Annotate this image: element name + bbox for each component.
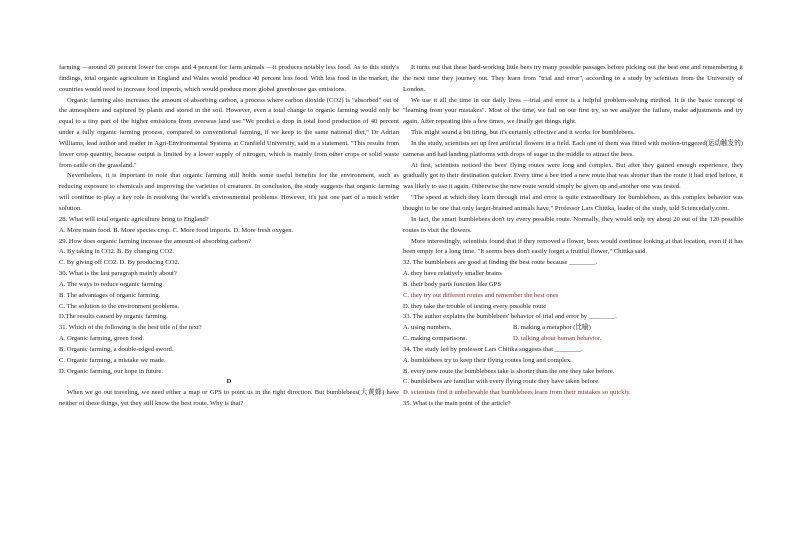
question-30-option-c: C. The solution to the environment problems. <box>59 302 180 310</box>
question-33-option-a: A. using numbers. <box>403 324 452 332</box>
question-32-option-b: B. their body parts function like GPS <box>403 280 501 288</box>
passage-d-paragraph-2: It turns out that these hard-working little bees try many possible passages before picking out the best one and remembering it the next time they journey out. They learn from "trial and error", according to a study by scientists from the University of London. <box>403 64 743 93</box>
question-34-option-a: A. bumblebees try to keep their flying routes long and complex. <box>403 356 572 364</box>
question-33-option-a-b <box>403 323 743 334</box>
question-29-option-c-d: C. By giving off CO2. D. By producing CO2. <box>59 259 180 267</box>
question-30: 30. What is the last paragraph mainly about? <box>59 270 177 278</box>
question-32-option-c: C. they try out different routes and remember the best ones <box>403 291 559 299</box>
question-28-options: A. More main food. B. More species crop. C. More food imports. D. More fresh oxygen. <box>59 226 294 234</box>
question-31-option-b: B. Organic farming, a double-edged sword. <box>59 345 174 353</box>
passage-d-paragraph-7: "The speed at which they learn through trial and error is quite extraordinary for bumblebees, as this complex behavior was thought to be one that only larger-brained animals have," Professor Lars Chittka, leader of the study, told Sciencedaily.com. <box>403 194 743 212</box>
passage-d-paragraph-4: This might sound a bit tiring, but it's certainly effective and it works for bumblebees. <box>411 129 635 137</box>
passage-c-paragraph-1: farming —around 20 percent lower for crops and 4 percent for farm animals —it produces notably less food. As to this study's findings, total organic agriculture in England and Wales would produce 40 percent less food. With less food in the market, the countries would need to increase food imports, which would produce more global greenhouse gas emissions. <box>59 64 399 93</box>
question-33-option-d: D. talking about human behavior. <box>513 335 602 343</box>
right-column <box>403 63 743 410</box>
passage-c-paragraph-2: Organic farming also increases the amount of absorbing carbon, a process where carbon dioxide (CO2) is "absorbed" out of the atmosphere and captured by plants and stored in the soil. However, even a total change to organic farming would only be equal to a tiny part of the higher emissions from overseas land use."We predict a drop in total food production of 40 percent under a fully organic farming process, compared to conventional farming, if we keep to the same national diet," Dr Adrian Williams, lead author and reader in Agri-Environmental Systems at Cranfield University, said in a statement. "This results from lower crop quantity, because output is limited by a lower supply of nitrogen, which is mainly from other crops or solid waste from cattle on the grassland." <box>59 96 399 169</box>
passage-d-paragraph-8: In fact, the smart bumblebees don't try every possible route. Normally, they would only try about 20 out of the 120 possible routes to visit the flowers. <box>403 215 743 234</box>
question-34: 34. The study led by professor Lars Chittka suggests that ________. <box>403 345 583 353</box>
question-31-option-d: D. Organic farming, our hope in future. <box>59 367 164 375</box>
question-29: 29. How does organic farming increase the amount of absorbing carbon? <box>59 237 251 245</box>
passage-d-paragraph-6: At first, scientists noticed the bees' flying routes were long and complex. But after they gained enough experience, they gradually got to their destination quicker. Every time a bee tried a new route that was shorter than the route it had tried before, it was likely to use it again. Otherwise the new route would simply be given up and another one was tested. <box>403 161 743 191</box>
question-33: 33. The author explains the bumblebees' behavior of trial and error by ________. <box>403 313 617 321</box>
question-34-option-c: C. bumblebees are familiar with every flying route they have taken before. <box>403 378 600 386</box>
passage-d-intro: When we go out traveling, we need either a map or GPS to point us in the right direction. But bumblebees(大黄蜂) have neither of these things, yet they still know the best route. Why is that? <box>59 389 399 408</box>
question-31: 31. Which of the following is the best title of the text? <box>59 324 202 332</box>
question-31-option-c: C. Organic farming, a mistake we made. <box>59 356 166 364</box>
question-28: 28. What will total organic agriculture bring to England? <box>59 215 209 223</box>
question-32-option-d: D. they take the trouble of testing every possible route <box>403 302 547 310</box>
left-column <box>59 63 399 410</box>
passage-d-paragraph-5: In the study, scientists set up five artificial flowers in a field. Each one of them was fitted with motion-triggered(运动触发的) cameras and had landing platforms with drops of sugar in the middle to attract the bees. <box>403 139 743 158</box>
question-31-option-a: A. Organic farming, green food. <box>59 335 145 343</box>
question-30-option-a: A. The ways to reduce organic farming. <box>59 280 164 288</box>
passage-d-paragraph-3: We use it all the time in our daily lives —trial and error is a helpful problem-solving method. It is the basic concept of "learning from your mistakes". Most of the time, we fail on our first try, so we analyze the failure, make adjustments and try again. After repeating this a few times, we finally get things right. <box>403 96 743 126</box>
question-32-option-a: A. they have relatively smaller brains <box>403 270 502 278</box>
section-d-heading: D <box>226 378 232 386</box>
passage-d-paragraph-9: More interestingly, scientists found that if they removed a flower, bees would continue looking at that location, even if it has been empty for a long time. "It seems bees don't easily forget a fruitful flower," Chittka said. <box>403 237 743 256</box>
question-33-option-b: B. making a metaphor (比喻) <box>513 324 591 332</box>
question-32: 32. The bumblebees are good at finding the best route because ________. <box>403 259 598 267</box>
question-33-option-c: C. making comparisons. <box>403 335 468 343</box>
passage-c-paragraph-3: Nevertheless, it is important to note that organic farming still holds some useful benefits for the environment, such as reducing exposure to chemicals and improving the varieties of creatures. In conclusion, the study suggests that organic farming will continue to play a key role in resolving the world's environmental problems. However, it's just one part of a much wider solution. <box>59 172 399 212</box>
question-30-option-d: D.The results caused by organic farming. <box>59 313 168 321</box>
question-35: 35. What is the main point of the article? <box>403 400 511 408</box>
question-33-option-c-d <box>403 334 743 345</box>
question-30-option-b: B. The advantages of organic farming. <box>59 291 161 299</box>
question-34-option-b: B. every new route the bumblebees take is shorter than the one they take before. <box>403 367 615 375</box>
question-34-option-d: D. scientists find it unbelievable that bumblebees learn from their mistakes so quickly. <box>403 389 631 397</box>
question-29-option-a-b: A. By taking in CO2. B. By changing CO2. <box>59 248 175 256</box>
